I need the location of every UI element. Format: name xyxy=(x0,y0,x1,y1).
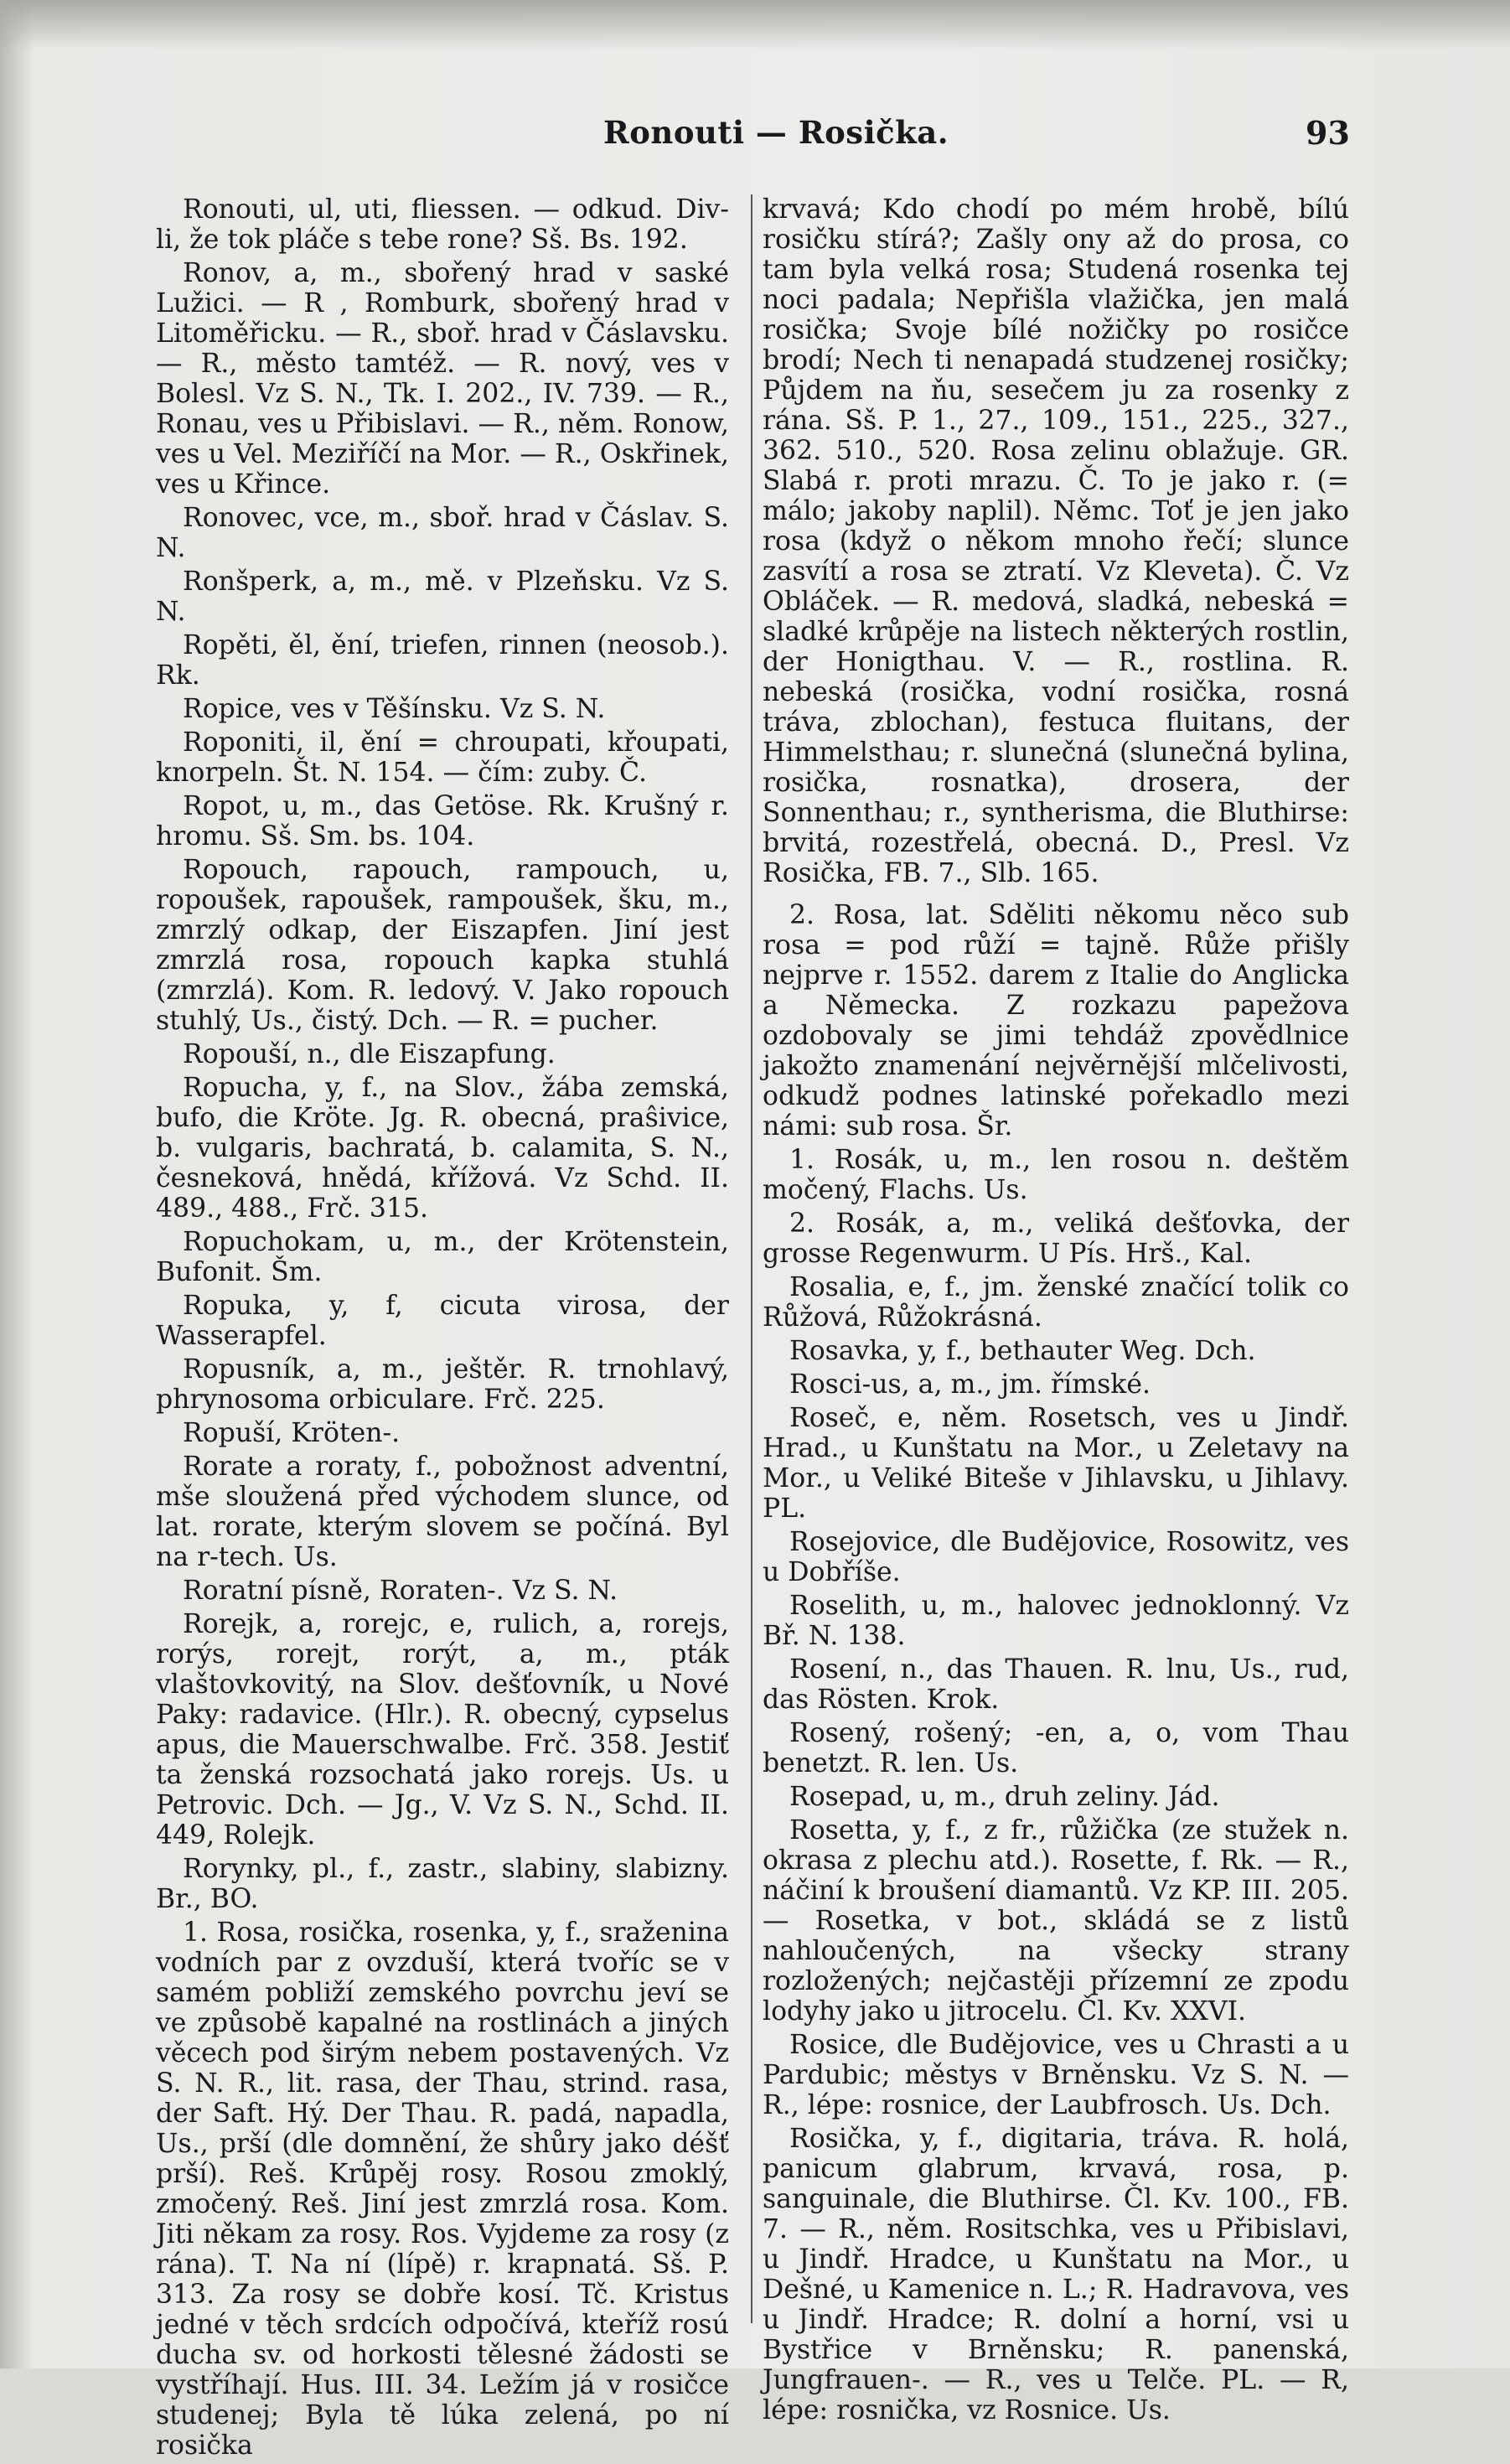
dictionary-entry: Roselith, u, m., halovec jednoklonný. Vz Bř. N. 138. xyxy=(763,1591,1349,1651)
column-divider xyxy=(751,194,752,2323)
dictionary-entry: Ropěti, ěl, ění, triefen, rinnen (neosob.). Rk. xyxy=(156,630,729,691)
right-column xyxy=(763,194,1349,2429)
dictionary-entry: Rosci-us, a, m., jm. římské. xyxy=(789,1369,1151,1400)
dictionary-entry: Rosička, y, f., digitaria, tráva. R. holá, panicum glabrum, krvavá, rosa, p. sanguinale, die Bluthirse. Čl. Kv. 100., FB. 7. — R., něm. Rositschka, ves u Přibislavi, u Jindř. Hradce, u Kunštatu na Mor., u Dešné, u Kamenice n. L.; R. Hadravova, ves u Jindř. Hradce; R. dolní a horní, vsi u Bystřice v Brněnsku; R. panenská, Jungfrauen-. — R., ves u Telče. PL. — R, lépe: rosnička, vz Rosnice. Us. xyxy=(763,2124,1349,2425)
dictionary-entry: Ropice, ves v Těšínsku. Vz S. N. xyxy=(183,694,606,724)
dictionary-entry: 2. Rosák, a, m., veliká dešťovka, der grosse Regenwurm. U Pís. Hrš., Kal. xyxy=(763,1209,1349,1269)
dictionary-entry: 1. Rosák, u, m., len rosou n. deštěm močený, Flachs. Us. xyxy=(763,1145,1349,1205)
dictionary-entry: Roseč, e, něm. Rosetsch, ves u Jindř. Hrad., u Kunštatu na Mor., u Zeletavy na Mor., u Veliké Biteše v Jihlavsku, u Jihlavy. PL. xyxy=(763,1403,1349,1524)
dictionary-entry: Rosavka, y, f., bethauter Weg. Dch. xyxy=(789,1336,1256,1366)
dictionary-entry: 2. Rosa, lat. Sděliti někomu něco sub rosa = pod růží = tajně. Růže přišly nejprve r. 1552. darem z Italie do Anglicka a Německa. Z rozkazu papežova ozdobovaly se jimi tehdáž zpovědlnice jakožto znamenání nejvěrnější mlčelivosti, odkudž podnes latinské pořekadlo mezi námi: sub rosa. Šr. xyxy=(763,900,1349,1141)
dictionary-entry: Rosený, rošený; -en, a, o, vom Thau benetzt. R. len. Us. xyxy=(763,1718,1349,1778)
page-edge-shadow xyxy=(0,0,1510,50)
running-title: Ronouti — Rosička. xyxy=(603,114,949,151)
dictionary-entry: 1. Rosa, rosička, rosenka, y, f., sraženina vodních par z ovzduší, která tvoříc se v samém pobliží zemského povrchu jeví se ve způsobě kapalné na rostlinách a jiných věcech pod širým nebem postavených. Vz S. N. R., lit. rasa, der Thau, strind. rasa, der Saft. Hý. Der Thau. R. padá, napadla, Us., prší (dle domnění, že shůry jako déšť prší). Reš. Krůpěj rosy. Rosou zmoklý, zmočený. Reš. Jiní jest zmrzlá rosa. Kom. Jiti někam za rosy. Ros. Vyjdeme za rosy (z rána). T. Na ní (lípě) r. krapnatá. Sš. P. 313. Za rosy se dobře kosí. Tč. Kristus jedné v těch srdcích odpočívá, kteříž rosú ducha sv. od horkosti tělesné žádosti se vystříhají. Hus. III. 34. Ležím já v rosičce studenej; Byla tě lúka zelená, po ní rosička xyxy=(156,1918,729,2461)
dictionary-entry: Ronovec, vce, m., sboř. hrad v Čáslav. S. N. xyxy=(156,503,729,563)
dictionary-entry: Rorejk, a, rorejc, e, rulich, a, rorejs, rorýs, rorejt, rorýt, a, m., pták vlaštovkovitý, na Slov. dešťovník, u Nové Paky: radavice. (Hlr.). R. obecný, cypselus apus, die Mauerschwalbe. Frč. 358. Jestiť ta ženská rozsochatá jako rorejs. Us. u Petrovic. Dch. — Jg., V. Vz S. N., Schd. II. 449, Rolejk. xyxy=(156,1609,729,1851)
page-number: 93 xyxy=(1306,114,1350,152)
dictionary-entry: Rorynky, pl., f., zastr., slabiny, slabizny. Br., BO. xyxy=(156,1854,729,1914)
dictionary-entry: Ropouch, rapouch, rampouch, u, ropoušek, rapoušek, rampoušek, šku, m., zmrzlý odkap, der Eiszapfen. Jiní jest zmrzlá rosa, ropouch kapka stuhlá (zmrzlá). Kom. R. ledový. V. Jako ropouch stuhlý, Us., čistý. Dch. — R. = pucher. xyxy=(156,855,729,1036)
dictionary-entry: Ropot, u, m., das Getöse. Rk. Krušný r. hromu. Sš. Sm. bs. 104. xyxy=(156,791,729,852)
page-header xyxy=(0,114,1510,164)
dictionary-entry: Ropuchokam, u, m., der Krötenstein, Bufonit. Šm. xyxy=(156,1227,729,1287)
dictionary-entry: Ronouti, ul, uti, fliessen. — odkud. Div-li, že tok pláče s tebe rone? Sš. Bs. 192. xyxy=(156,194,729,255)
dictionary-entry: Ropuší, Kröten-. xyxy=(183,1418,401,1448)
dictionary-entry: Ropusník, a, m., ještěr. R. trnohlavý, phrynosoma orbiculare. Frč. 225. xyxy=(156,1354,729,1415)
dictionary-entry: Rosice, dle Budějovice, ves u Chrasti a u Pardubic; městys v Brněnsku. Vz S. N. — R., lépe: rosnice, der Laubfrosch. Us. Dch. xyxy=(763,2030,1349,2120)
dictionary-entry-continuation: krvavá; Kdo chodí po mém hrobě, bílú rosičku stírá?; Zašly ony až do prosa, co tam byla velká rosa; Studená rosenka tej noci padala; Nepřišla vlažička, jen malá rosička; Svoje bílé nožičky po rosičce brodí; Nech ti nenapadá studzenej rosičky; Půjdem na ňu, sesečem ju za rosenky z rána. Sš. P. 1., 27., 109., 151., 225., 327., 362. 510., 520. Rosa zelinu oblažuje. GR. Slabá r. proti mrazu. Č. To je jako r. (= málo; jakoby naplil). Němc. Toť je jen jako rosa (když o někom mnoho řečí; slunce zasvítí a rosa se ztratí. Vz Kleveta). Č. Vz Obláček. — R. medová, sladká, nebeská = sladké krůpěje na listech některých rostlin, der Honigthau. V. — R., rostlina. R. nebeská (rosička, vodní rosička, rosná tráva, zblochan), festuca fluitans, der Himmelsthau; r. slunečná (slunečná bylina, rosička, rosnatka), drosera, der Sonnenthau; r., syntherisma, die Bluthirse: brvitá, rozestřelá, obecná. D., Presl. Vz Rosička, FB. 7., Slb. 165. xyxy=(763,194,1349,888)
dictionary-entry: Rorate a roraty, f., pobožnost adventní, mše sloužená před východem slunce, od lat. rorate, kterým slovem se počíná. Byl na r-tech. Us. xyxy=(156,1452,729,1572)
dictionary-entry: Rosalia, e, f., jm. ženské značící tolik co Růžová, Růžokrásná. xyxy=(763,1272,1349,1333)
dictionary-entry: Roratní písně, Roraten-. Vz S. N. xyxy=(183,1576,618,1606)
dictionary-entry: Rosetta, y, f., z fr., růžička (ze stužek n. okrasa z plechu atd.). Rosette, f. Rk. — R., náčiní k broušení diamantů. Vz KP. III. 205. — Rosetka, v bot., skládá se z listů nahloučených, na všecky strany rozložených; nejčastěji přízemní ze zpodu lodyhy jako u jitrocelu. Čl. Kv. XXVI. xyxy=(763,1815,1349,2027)
dictionary-entry: Ropucha, y, f., na Slov., žába zemská, bufo, die Kröte. Jg. R. obecná, praŝivice, b. vulgaris, bachratá, b. calamita, S. N., česneková, hnědá, křížová. Vz Schd. II. 489., 488., Frč. 315. xyxy=(156,1073,729,1224)
dictionary-entry: Rosepad, u, m., druh zeliny. Jád. xyxy=(789,1782,1220,1812)
dictionary-entry: Rosejovice, dle Budějovice, Rosowitz, ves u Dobříše. xyxy=(763,1527,1349,1587)
dictionary-entry: Ropuka, y, f, cicuta virosa, der Wasserapfel. xyxy=(156,1291,729,1351)
dictionary-entry: Rosení, n., das Thauen. R. lnu, Us., rud, das Rösten. Krok. xyxy=(763,1654,1349,1715)
dictionary-entry: Ronšperk, a, m., mě. v Plzeňsku. Vz S. N. xyxy=(156,567,729,627)
left-column xyxy=(156,194,729,2464)
dictionary-entry: Ronov, a, m., sbořený hrad v saské Lužici. — R , Romburk, sbořený hrad v Litoměřicku. — R., sboř. hrad v Čáslavsku. — R., město tamtéž. — R. nový, ves v Bolesl. Vz S. N., Tk. I. 202., IV. 739. — R., Ronau, ves u Přibislavi. — R., něm. Ronow, ves u Vel. Meziříčí na Mor. — R., Oskřinek, ves u Křince. xyxy=(156,258,729,500)
dictionary-entry: Roponiti, il, ění = chroupati, křoupati, knorpeln. Št. N. 154. — čím: zuby. Č. xyxy=(156,727,729,788)
dictionary-entry: Ropouší, n., dle Eiszapfung. xyxy=(183,1039,556,1069)
